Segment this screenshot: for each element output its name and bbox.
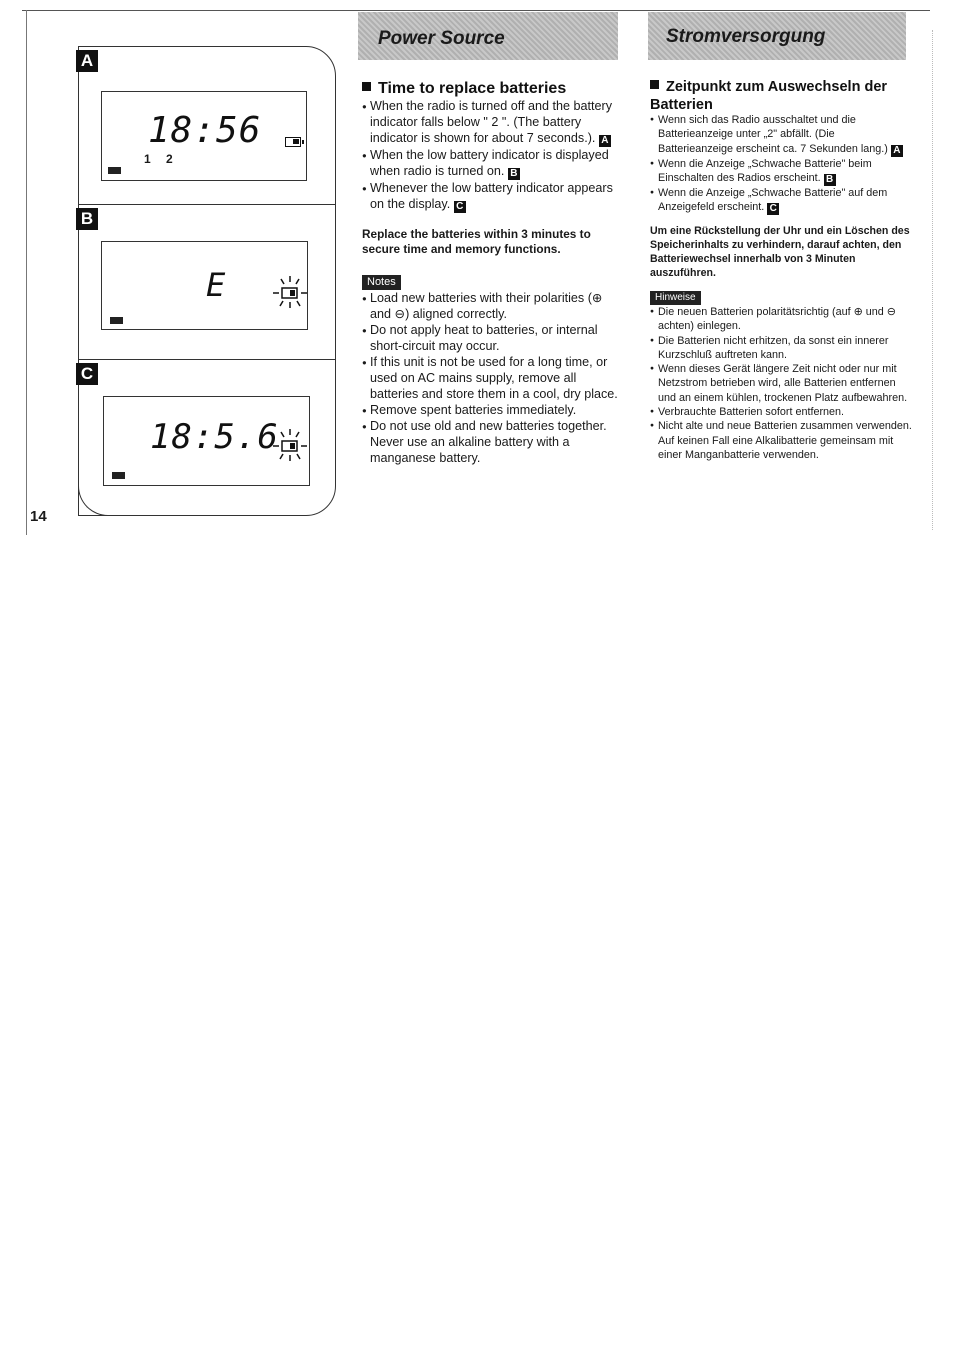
- ref-b-badge: B: [508, 168, 520, 180]
- left-rule: [26, 10, 27, 535]
- ref-a-badge: A: [599, 135, 611, 147]
- flashing-battery-icon: [272, 427, 308, 463]
- notes-label-de: Hinweise: [650, 291, 701, 305]
- panel-a-display: 18:56: [148, 110, 262, 151]
- list-item: ● Do not apply heat to batteries, or internal short-circuit may occur.: [362, 322, 624, 354]
- battery-icon: [285, 137, 301, 147]
- list-item: ● Die Batterien nicht erhitzen, da sonst ein innerer Kurzschluß auftreten kann.: [650, 334, 912, 363]
- flashing-battery-icon: [272, 274, 308, 310]
- list-item: ● Verbrauchte Batterien sofort entfernen.: [650, 405, 912, 419]
- section-square-icon: [362, 82, 371, 91]
- panel-b-display: E: [206, 266, 226, 304]
- list-item: ● Load new batteries with their polarities (⊕ and ⊖) aligned correctly.: [362, 290, 624, 322]
- list-item: ● Whenever the low battery indicator appears on the display. C: [362, 180, 624, 213]
- panel-divider: [78, 359, 336, 360]
- right-rule: [932, 30, 933, 530]
- panel-b-lcd: [101, 241, 308, 330]
- ref-c-badge: C: [454, 201, 466, 213]
- warning-en: Replace the batteries within 3 minutes to secure time and memory functions.: [362, 227, 591, 256]
- ref-c-badge: C: [767, 203, 779, 215]
- panel-c-badge: C: [76, 363, 98, 385]
- list-item: ● Do not use old and new batteries together. Never use an alkaline battery with a manganese battery.: [362, 418, 624, 466]
- list-item: ● Wenn sich das Radio ausschaltet und die Batterieanzeige unter „2" abfällt. (Die Batterieanzeige erscheint ca. 7 Sekunden lang.) A: [650, 113, 912, 157]
- battery-scale-numbers: 1 2: [144, 152, 179, 166]
- page-number: 14: [30, 508, 47, 525]
- header-en: Power Source: [378, 28, 505, 49]
- indicator-tag-icon: [110, 317, 123, 324]
- list-item: ● Wenn die Anzeige „Schwache Batterie" auf dem Anzeigefeld erscheint. C: [650, 186, 912, 215]
- list-item: ● Wenn die Anzeige „Schwache Batterie" beim Einschalten des Radios erscheint. B: [650, 157, 912, 186]
- top-rule: [22, 10, 930, 11]
- notes-list-de: [650, 305, 912, 462]
- notes-list-en: [362, 290, 624, 466]
- panel-divider: [78, 204, 336, 205]
- ref-b-badge: B: [824, 174, 836, 186]
- section-title-de: Zeitpunkt zum Auswechseln der Batterien: [650, 79, 888, 113]
- list-item: ● Die neuen Batterien polaritätsrichtig (auf ⊕ und ⊖ achten) einlegen.: [650, 305, 912, 334]
- panel-a-badge: A: [76, 50, 98, 72]
- list-item: ● If this unit is not be used for a long time, or used on AC mains supply, remove all batteries and store them in a cool, dry place.: [362, 354, 624, 402]
- panel-c-lcd: [103, 396, 310, 486]
- warning-de: Um eine Rückstellung der Uhr und ein Löschen des Speicherinhalts zu verhindern, darauf achten, den Batteriewechsel innerhalb von 3 Minuten auszuführen.: [650, 225, 910, 279]
- section-square-icon: [650, 80, 659, 89]
- header-de: Stromversorgung: [666, 26, 826, 47]
- replace-conditions-en: [362, 98, 624, 213]
- list-item: ● Wenn dieses Gerät längere Zeit nicht oder nur mit Netzstrom betrieben wird, alle Batterien entfernen und an einem kühlen, trockenen Platz aufbewahren.: [650, 362, 912, 405]
- ref-a-badge: A: [891, 145, 903, 157]
- panel-c-display: 18:5.6: [150, 417, 279, 457]
- list-item: ● Nicht alte und neue Batterien zusammen verwenden. Auf keinen Fall eine Alkalibatterie gemeinsam mit einer Manganbatterie verwenden.: [650, 419, 912, 462]
- list-item: ● When the low battery indicator is displayed when radio is turned on. B: [362, 147, 624, 180]
- panel-b-badge: B: [76, 208, 98, 230]
- section-title-en: Time to replace batteries: [362, 80, 566, 98]
- indicator-tag-icon: [108, 167, 121, 174]
- panel-a-lcd: [101, 91, 307, 181]
- notes-label-en: Notes: [362, 275, 401, 290]
- indicator-tag-icon: [112, 472, 125, 479]
- replace-conditions-de: [650, 113, 912, 215]
- list-item: ● When the radio is turned off and the battery indicator falls below " 2 ". (The battery indicator is shown for about 7 seconds.). A: [362, 98, 624, 147]
- list-item: ● Remove spent batteries immediately.: [362, 402, 624, 418]
